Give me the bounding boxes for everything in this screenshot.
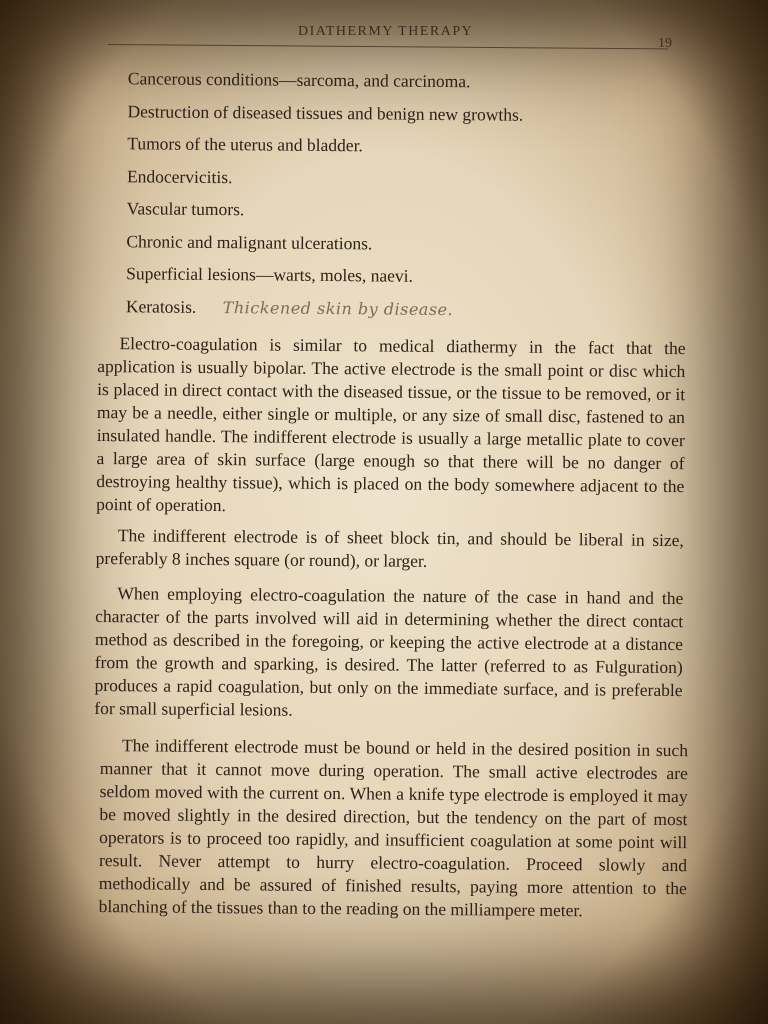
list-item: Cancerous conditions—sarcoma, and carcinoma. [127,68,471,92]
list-item: Tumors of the uterus and bladder. [127,133,363,156]
running-head: DIATHERMY THERAPY [298,24,474,39]
paragraph-procedure: The indifferent electrode must be bound or held in the desired position in such manner that it cannot move during operation. The small active electrodes are seldom moved with the current on. When a knife type electrode is employed it may be moved slightly in the desired direction, but the tendency on the part of most operators is to proceed too rapidly, and insufficient coagulation at some point will result. Never attempt to hurry electro-coagulation. Proceed slowly and methodically and be assured of finished results, paying more attention to the blanching of the tissues than to the reading on the milliampere meter. [98,735,689,921]
paragraph-electro-coagulation: Electro-coagulation is similar to medical diathermy in the fact that the application is usually bipolar. The active electrode is the small point or disc which is placed in direct contact with the diseased tissue, or the tissue to be removed, or it may be a needle, either single or multiple, or any size of small disc, fastened to an insulated handle. The indifferent electrode is usually a large metallic plate to cover a large area of skin surface (large enough so that there will be no danger of destroying healthy tissue), which is placed on the body somewhere adjacent to the point of operation. [96,333,686,516]
paragraph-fulguration: When employing electro-coagulation the nature of the case in hand and the character of the parts involved will aid in determining whether the direct contact method as described in the foregoing, or keeping the active electrode at a distance from the growth and sparking, is desired. The latter (referred to as Fulguration) produces a rapid coagulation, but only on the immediate surface, and is preferable for small superficial lesions. [94,583,684,720]
list-item: Vascular tumors. [126,198,245,220]
page-body [93,62,688,923]
header-rule [108,44,668,49]
list-item: Superficial lesions—warts, moles, naevi. [126,263,413,286]
handwritten-note: Thickened skin by disease. [222,297,454,319]
list-item: Endocervicitis. [126,165,233,187]
list-item: Destruction of diseased tissues and benign new growths. [127,100,524,125]
list-item: Chronic and malignant ulcerations. [126,230,373,253]
list-item-label: Keratosis. [125,295,197,317]
page-number: 19 [658,36,672,51]
list-item-keratosis [126,290,686,327]
paragraph-indifferent-electrode: The indifferent electrode is of sheet block tin, and should be liberal in size, preferably 8 inches square (or round), or larger. [95,525,684,571]
